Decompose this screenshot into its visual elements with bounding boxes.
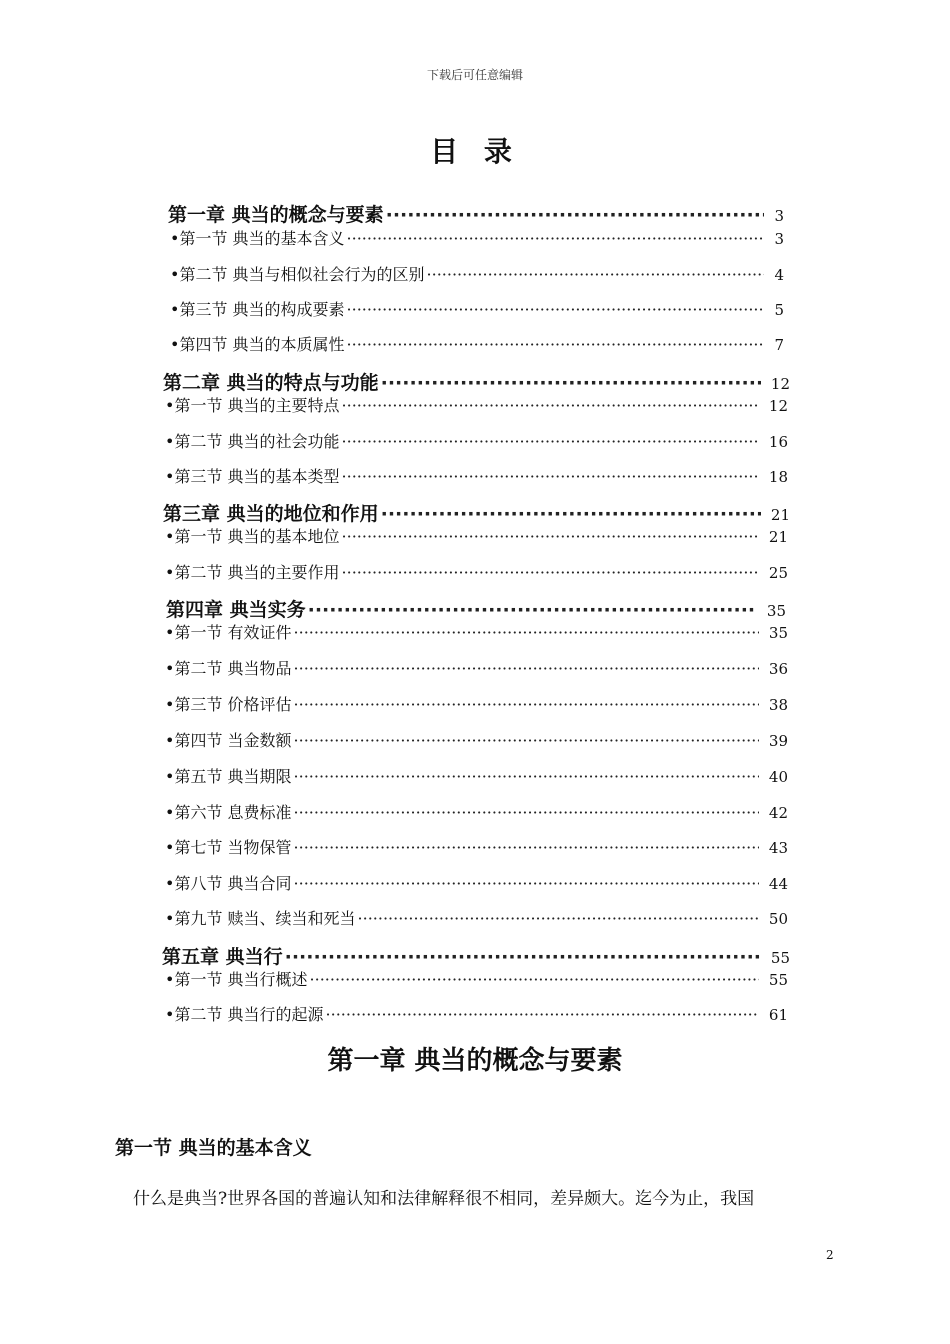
toc-entry-page: 35 [768, 624, 788, 642]
toc-dot-leader [294, 767, 759, 786]
toc-entry-label: 第二章 典当的特点与功能 [163, 372, 379, 394]
toc-entry-label: •第一节 典当的主要特点 [165, 396, 340, 415]
toc-entry-page: 21 [768, 528, 788, 546]
toc-section-entry[interactable] [165, 560, 788, 583]
toc-entry-label: •第三节 典当的构成要素 [170, 300, 345, 319]
toc-entry-label: •第一节 典当的基本含义 [170, 229, 345, 248]
toc-dot-leader [386, 204, 765, 226]
toc-section-entry[interactable] [165, 871, 788, 894]
toc-entry-page: 4 [774, 266, 784, 284]
toc-dot-leader [308, 599, 757, 621]
toc-entry-page: 40 [768, 768, 788, 786]
toc-entry-label: •第三节 价格评估 [165, 695, 292, 714]
toc-dot-leader [294, 731, 759, 750]
toc-section-entry[interactable] [165, 524, 788, 547]
section-heading: 第一节 典当的基本含义 [115, 1137, 312, 1159]
toc-chapter-entry[interactable] [162, 942, 790, 969]
toc-entry-label: •第四节 典当的本质属性 [170, 335, 345, 354]
toc-entry-label: •第二节 典当与相似社会行为的区别 [170, 265, 425, 284]
toc-entry-page: 38 [768, 696, 788, 714]
toc-entry-page: 55 [770, 949, 790, 967]
page-header: 下载后可任意编辑 [426, 68, 523, 82]
toc-entry-page: 12 [770, 375, 790, 393]
toc-entry-label: •第七节 当物保管 [165, 838, 292, 857]
toc-section-entry[interactable] [165, 429, 788, 452]
toc-entry-label: •第六节 息费标准 [165, 803, 292, 822]
toc-entry-label: 第一章 典当的概念与要素 [168, 204, 384, 226]
toc-entry-page: 25 [768, 564, 788, 582]
toc-entry-label: •第八节 典当合同 [165, 874, 292, 893]
toc-entry-page: 7 [774, 336, 784, 354]
toc-dot-leader [294, 803, 759, 822]
toc-entry-page: 43 [768, 839, 788, 857]
toc-dot-leader [347, 335, 765, 354]
toc-dot-leader [294, 659, 759, 678]
toc-entry-page: 16 [768, 433, 788, 451]
toc-dot-leader [294, 838, 759, 857]
toc-title: 目 录 [430, 135, 520, 168]
toc-entry-page: 42 [768, 804, 788, 822]
toc-dot-leader [326, 1005, 759, 1024]
toc-dot-leader [381, 503, 761, 525]
toc-section-entry[interactable] [165, 835, 788, 858]
toc-entry-page: 55 [768, 971, 788, 989]
toc-dot-leader [381, 372, 761, 394]
body-paragraph: 什么是典当?世界各国的普遍认知和法律解释很不相同，差异颇大。迄今为止，我国 [133, 1189, 755, 1209]
toc-dot-leader [347, 229, 765, 248]
toc-entry-label: 第三章 典当的地位和作用 [163, 503, 379, 525]
toc-dot-leader [342, 396, 759, 415]
toc-dot-leader [310, 970, 759, 989]
toc-section-entry[interactable] [165, 620, 788, 643]
toc-dot-leader [294, 623, 759, 642]
toc-dot-leader [358, 909, 759, 928]
chapter-heading: 第一章 典当的概念与要素 [327, 1046, 623, 1076]
toc-section-entry[interactable] [170, 262, 784, 285]
toc-section-entry[interactable] [170, 226, 784, 249]
toc-entry-page: 50 [768, 910, 788, 928]
toc-dot-leader [285, 946, 761, 968]
toc-entry-label: •第四节 当金数额 [165, 731, 292, 750]
toc-chapter-entry[interactable] [163, 368, 790, 395]
toc-entry-page: 61 [768, 1006, 788, 1024]
toc-section-entry[interactable] [170, 332, 784, 355]
toc-entry-page: 39 [768, 732, 788, 750]
toc-dot-leader [342, 432, 759, 451]
toc-entry-label: •第二节 典当的社会功能 [165, 432, 340, 451]
toc-entry-page: 3 [774, 230, 784, 248]
toc-entry-label: 第五章 典当行 [162, 946, 283, 968]
toc-entry-page: 12 [768, 397, 788, 415]
toc-entry-label: •第一节 典当行概述 [165, 970, 308, 989]
toc-dot-leader [342, 467, 759, 486]
toc-section-entry[interactable] [165, 464, 788, 487]
toc-chapter-entry[interactable] [166, 595, 786, 622]
toc-section-entry[interactable] [170, 297, 784, 320]
toc-chapter-entry[interactable] [168, 200, 784, 227]
toc-entry-label: •第一节 有效证件 [165, 623, 292, 642]
toc-section-entry[interactable] [165, 728, 788, 751]
toc-dot-leader [294, 695, 759, 714]
toc-section-entry[interactable] [165, 800, 788, 823]
toc-entry-page: 36 [768, 660, 788, 678]
toc-entry-page: 18 [768, 468, 788, 486]
toc-entry-label: •第二节 典当的主要作用 [165, 563, 340, 582]
toc-dot-leader [342, 563, 759, 582]
page-number: 2 [826, 1248, 834, 1262]
toc-entry-label: •第九节 赎当、续当和死当 [165, 909, 356, 928]
toc-entry-page: 44 [768, 875, 788, 893]
toc-section-entry[interactable] [165, 1002, 788, 1025]
toc-section-entry[interactable] [165, 393, 788, 416]
toc-entry-page: 3 [774, 207, 784, 225]
toc-entry-page: 21 [770, 506, 790, 524]
toc-entry-label: •第三节 典当的基本类型 [165, 467, 340, 486]
toc-entry-label: •第二节 典当物品 [165, 659, 292, 678]
toc-dot-leader [427, 265, 765, 284]
toc-entry-label: •第二节 典当行的起源 [165, 1005, 324, 1024]
toc-section-entry[interactable] [165, 764, 788, 787]
toc-section-entry[interactable] [165, 692, 788, 715]
toc-section-entry[interactable] [165, 656, 788, 679]
toc-entry-page: 5 [774, 301, 784, 319]
toc-chapter-entry[interactable] [163, 499, 790, 526]
toc-dot-leader [342, 527, 759, 546]
toc-entry-label: 第四章 典当实务 [166, 599, 306, 621]
toc-entry-page: 35 [766, 602, 786, 620]
toc-entry-label: •第一节 典当的基本地位 [165, 527, 340, 546]
toc-entry-label: •第五节 典当期限 [165, 767, 292, 786]
toc-section-entry[interactable] [165, 906, 788, 929]
toc-section-entry[interactable] [165, 967, 788, 990]
toc-dot-leader [294, 874, 759, 893]
toc-dot-leader [347, 300, 765, 319]
